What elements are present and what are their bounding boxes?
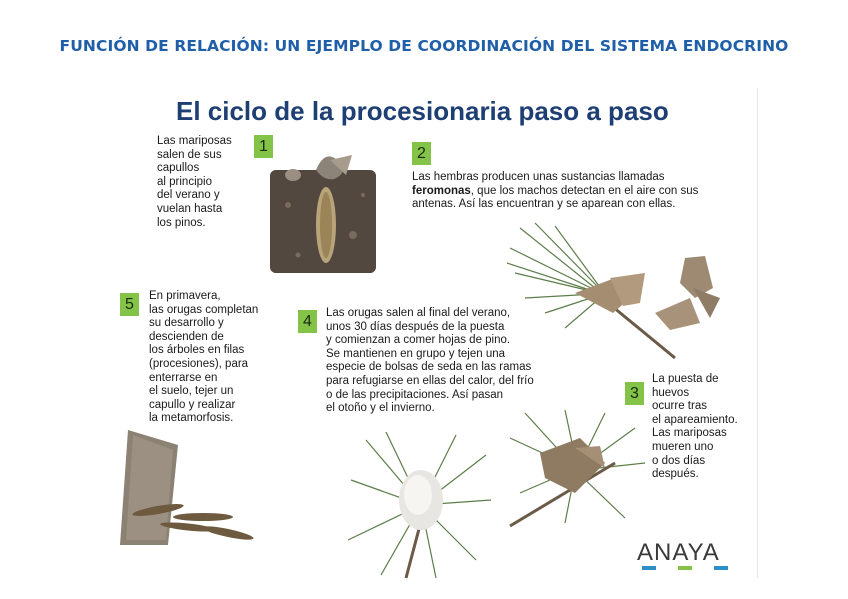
step-2-text-start: Las hembras producen unas sustancias llamadas [412, 171, 665, 183]
panel-border [757, 88, 758, 578]
step-2-keyword: feromonas [412, 184, 471, 197]
caterpillar-procession-illustration [118, 425, 258, 550]
moth-emerging-illustration [268, 145, 378, 275]
step-2-text [412, 171, 742, 212]
silk-nest-illustration [346, 430, 496, 580]
step-2-badge: 2 [412, 142, 431, 165]
page-header: FUNCIÓN DE RELACIÓN: UN EJEMPLO DE COORDINACIÓN DEL SISTEMA ENDOCRINO [59, 37, 789, 55]
step-3-badge: 3 [625, 382, 644, 405]
slide-title: El ciclo de la procesionaria paso a paso [176, 96, 669, 126]
step-5-text: En primavera, las orugas completan su desarrollo y descienden de los árboles en filas (procesiones), para enterrarse en el suelo, tejer un capullo y realizar la metamorfosis. [149, 290, 259, 425]
logo-accent-marks [640, 566, 730, 572]
step-4-badge: 4 [298, 310, 317, 333]
step-4-text: Las orugas salen al final del verano, unos 30 días después de la puesta y comienzan a comer hojas de pino. Se mantienen en grupo y tejen una especie de bolsas de seda en las ramas para refugiarse en ellas del calor, del frío o de las precipitaciones. Así pasan el otoño y el invierno. [326, 307, 534, 415]
step-3-text: La puesta de huevos ocurre tras el apareamiento. Las mariposas mueren uno o dos días después. [652, 373, 738, 481]
step-2-text-end: , que los machos detectan en el aire con sus antenas. Así las encuentran y se aparean con ellas. [412, 184, 699, 211]
step-1-badge: 1 [254, 135, 273, 158]
step-1-text: Las mariposas salen de sus capullos al principio del verano y vuelan hasta los pinos. [157, 135, 232, 229]
anaya-logo: ANAYA [637, 539, 720, 566]
step-5-badge: 5 [120, 293, 139, 316]
moth-laying-eggs-illustration [505, 408, 650, 528]
